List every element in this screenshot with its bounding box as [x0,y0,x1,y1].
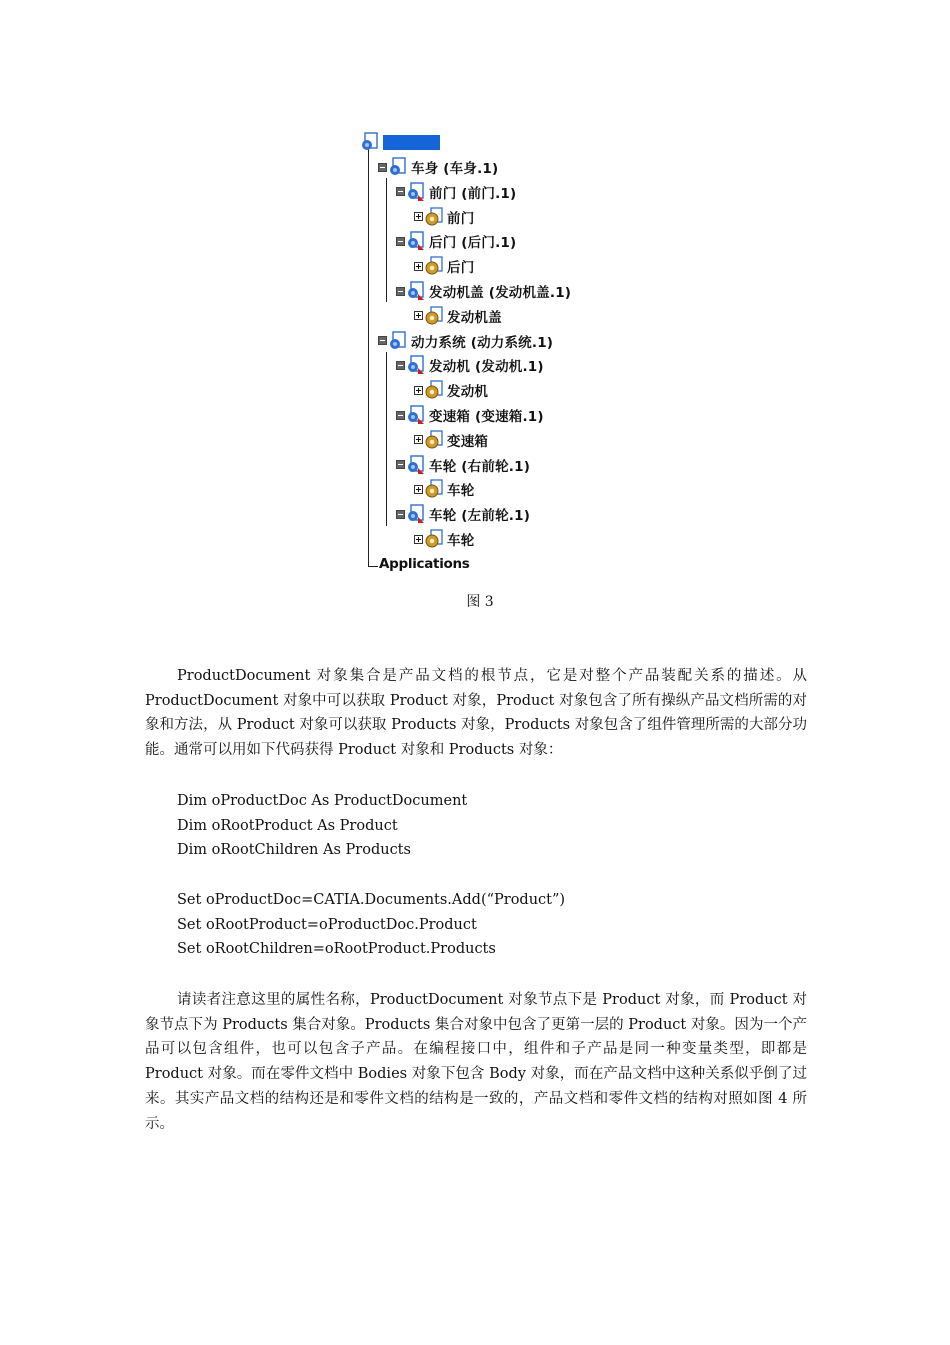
collapse-toggle-icon[interactable] [396,460,405,469]
tree-node[interactable] [396,231,516,251]
code-line: Dim oProductDoc As ProductDocument [177,793,468,809]
collapse-toggle-icon[interactable] [396,411,405,420]
collapse-toggle-icon[interactable] [396,361,405,370]
part-gear-icon [424,479,444,499]
code-line: Set oRootChildren=oRootProduct.Products [177,941,496,958]
tree-node[interactable] [378,157,498,177]
product-instance-icon [406,455,426,475]
tree-node-label: 后门 [447,260,475,277]
figure-caption: 图 3 [466,594,494,610]
part-gear-icon [424,207,444,227]
collapse-toggle-icon[interactable] [396,287,405,296]
tree-node-label: 变速箱 (变速箱.1) [429,409,544,425]
collapse-toggle-icon[interactable] [396,510,405,519]
paragraph-product-document: ProductDocument 对象集合是产品文档的根节点，它是对整个产品装配关系的描述。从 ProductDocument 对象中可以获取 Product 对象，Product 对象包含了所有操纵产品文档所需的对象和方法，从 Product 对象可以获取 Products 对象，Products 对象包含了组件管理所需的大部分功能。通常可以用如下代码获得 Product 对象和 Products 对象： [145,668,807,759]
part-gear-icon [424,529,444,549]
tree-node[interactable] [414,207,474,227]
tree-node[interactable] [396,455,530,475]
tree-node[interactable] [414,306,502,326]
code-line: Set oProductDoc=CATIA.Documents.Add(“Product”) [177,892,566,908]
tree-node[interactable] [414,256,474,276]
product-instance-icon [406,182,426,202]
part-gear-icon [424,380,444,400]
code-block-declarations [177,789,467,863]
part-gear-icon [424,256,444,276]
part-gear-icon [424,306,444,326]
tree-node-label: 前门 (前门.1) [429,185,517,202]
expand-toggle-icon[interactable] [414,311,423,320]
expand-toggle-icon[interactable] [414,435,423,444]
tree-node[interactable] [414,430,488,450]
code-line: Set oRootProduct=oProductDoc.Product [177,916,477,933]
expand-toggle-icon[interactable] [414,386,423,395]
product-instance-icon [406,355,426,375]
tree-node[interactable] [414,529,474,549]
part-gear-icon [424,430,444,450]
tree-node[interactable] [396,405,544,425]
tree-node-label: 车轮 [447,533,475,549]
tree-node[interactable] [378,331,553,351]
code-line: Dim oRootChildren As Products [177,842,411,859]
tree-node[interactable] [396,182,516,202]
product-instance-icon [406,504,426,524]
applications-node[interactable]: Applications [379,556,470,572]
tree-node[interactable] [396,355,544,375]
specification-tree [355,128,615,578]
tree-node-label: 发动机 (发动机.1) [429,359,544,376]
tree-node[interactable] [414,479,474,499]
product-instance-icon [406,281,426,301]
paragraph-property-names: 请读者注意这里的属性名称，ProductDocument 对象节点下是 Product 对象，而 Product 对象节点下为 Products 集合对象。Products 集合对象中包含了更第一层的 Product 对象。因为一个产品可以包含组件，也可以包含子产品。在编程接口中，组件和子产品是同一种变量类型，即都是 Product 对象。而在零件文档中 Bodies 对象下包含 Body 对象，而在产品文档中这种关系似乎倒了过来。其实产品文档的结构还是和零件文档的结构是一致的，产品文档和零件文档的结构对照如图 4 所示。 [145,992,807,1132]
tree-node-label: 发动机盖 (发动机盖.1) [429,285,572,301]
tree-line-power [386,352,387,526]
tree-node-label: 动力系统 (动力系统.1) [411,334,554,351]
expand-toggle-icon[interactable] [414,535,423,544]
expand-toggle-icon[interactable] [414,485,423,494]
collapse-toggle-icon[interactable] [396,237,405,246]
tree-line-apps [368,566,378,567]
tree-node-label: 车身 (车身.1) [411,161,499,177]
code-block-assignments [177,888,565,962]
tree-line-body [386,178,387,302]
tree-node-label: 变速箱 [447,433,489,450]
collapse-toggle-icon[interactable] [378,336,387,345]
tree-node[interactable] [396,281,571,301]
product-icon [388,157,408,177]
root-product-label-selected[interactable] [383,135,440,150]
product-icon [360,132,380,152]
tree-node[interactable] [396,504,530,524]
product-instance-icon [406,405,426,425]
tree-line-root [368,148,369,566]
code-line: Dim oRootProduct As Product [177,817,398,834]
tree-node-label: 后门 (后门.1) [429,235,517,252]
tree-node[interactable] [414,380,488,400]
tree-root-node[interactable] [360,132,440,152]
tree-node-label: 发动机 [447,384,489,401]
product-icon [388,331,408,351]
product-instance-icon [406,231,426,251]
tree-node-label: 发动机盖 [447,309,502,326]
tree-node-label: 车轮 [447,483,475,500]
expand-toggle-icon[interactable] [414,262,423,271]
collapse-toggle-icon[interactable] [378,163,387,172]
collapse-toggle-icon[interactable] [396,187,405,196]
tree-node-label: 前门 [447,210,475,227]
tree-node-label: 车轮 (右前轮.1) [429,458,531,475]
expand-toggle-icon[interactable] [414,212,423,221]
tree-node-label: 车轮 (左前轮.1) [429,508,531,525]
